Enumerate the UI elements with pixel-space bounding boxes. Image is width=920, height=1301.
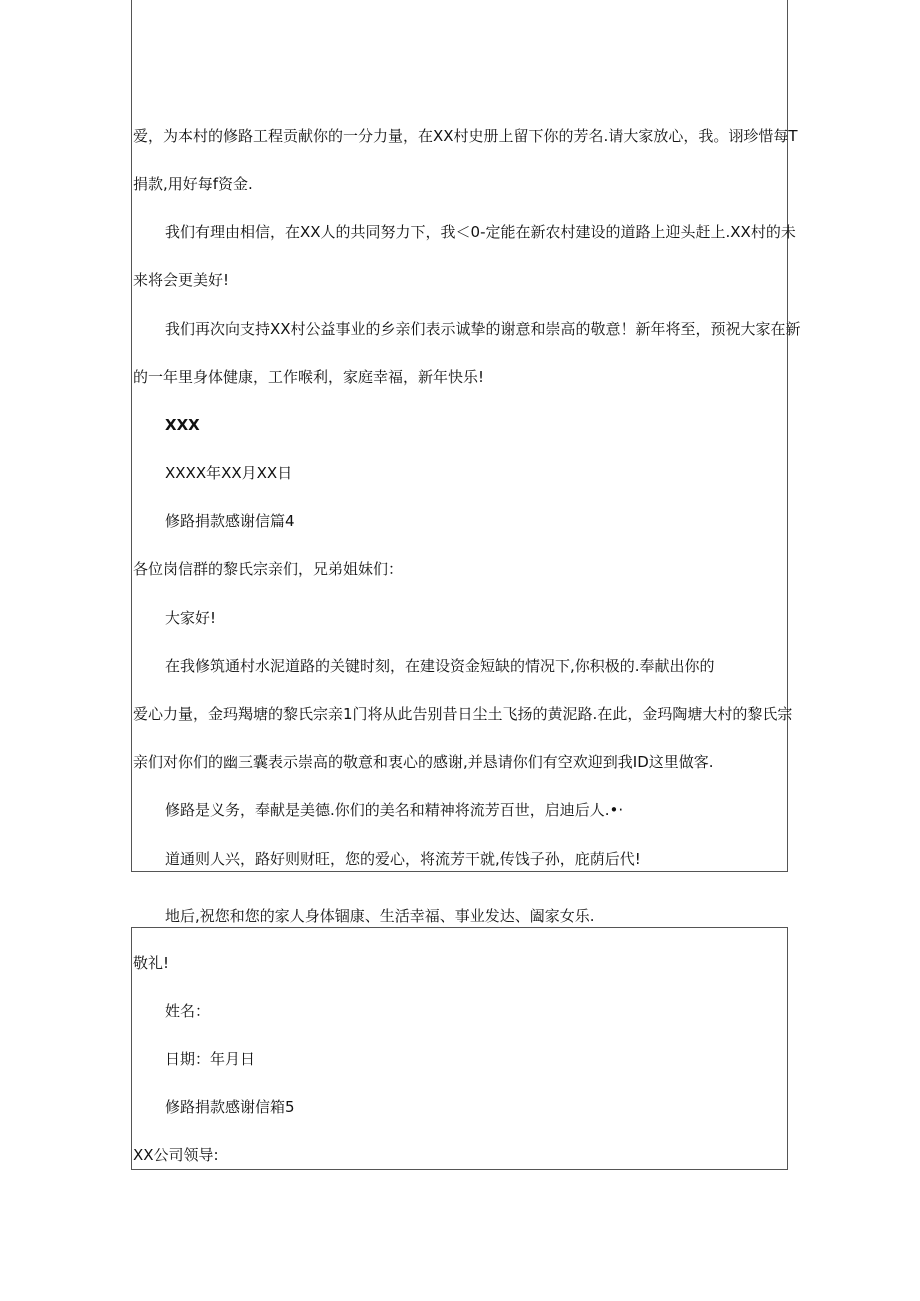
name-label: 姓名：: [165, 1002, 211, 1020]
paragraph-line: 来将会更美好!: [133, 271, 230, 289]
paragraph-line: 捐款,用好每f资金.: [133, 175, 253, 193]
date-label: 日期：年月日: [165, 1050, 256, 1068]
greeting: 大家好!: [165, 609, 217, 627]
paragraph-line: 修路是义务，奉献是美德.你们的美名和精神将流芳百世，启迪后人.•·: [165, 801, 624, 819]
paragraph-line: 在我修筑通村水泥道路的关键时刻，在建设资金短缺的情况下,你积极的.奉献出你的: [165, 657, 715, 675]
paragraph-line: 亲们对你们的幽三囊表示崇高的敬意和衷心的感谢,并恳请你们有空欢迎到我ID这里做客.: [133, 753, 714, 771]
letter-title: 修路捐款感谢信箱5: [165, 1098, 295, 1116]
paragraph-line: 地后,祝您和您的家人身体锢康、生活幸福、事业发达、阖家女乐.: [165, 907, 595, 925]
paragraph-line: 爱心力量，金玛羯塘的黎氏宗亲1门将从此告别昔日尘土飞扬的黄泥路.在此，金玛陶塘大村的黎氏宗: [133, 705, 793, 723]
closing: 敬礼!: [133, 954, 170, 972]
paragraph-line: 我们有理由相信，在XX人的共同努力下，我＜0-定能在新农村建设的道路上迎头赶上.XX村的未: [165, 223, 796, 241]
paragraph-line: 我们再次向支持XX村公益事业的乡亲们表示诚挚的谢意和崇高的敬意！新年将至，预祝大家在新: [165, 320, 801, 338]
signature-name: XXX: [165, 416, 200, 434]
letter-title: 修路捐款感谢信篇4: [165, 512, 295, 530]
paragraph-line: 道通则人兴，路好则财旺，您的爱心，将流芳干就,传饯子孙，庇荫后代!: [165, 850, 641, 868]
signature-date: XXXX年XX月XX日: [165, 464, 293, 482]
salutation: 各位岗信群的黎氏宗亲们，兄弟姐妹们：: [133, 560, 404, 578]
paragraph-line: 的一年里身体健康，工作喉利，家庭幸福，新年快乐!: [133, 368, 485, 386]
salutation: XX公司领导:: [133, 1146, 219, 1164]
paragraph-line: 爱，为本村的修路工程贡献你的一分力量，在XX村史册上留下你的芳名.请大家放心，我。诩珍惜每T: [133, 127, 798, 145]
